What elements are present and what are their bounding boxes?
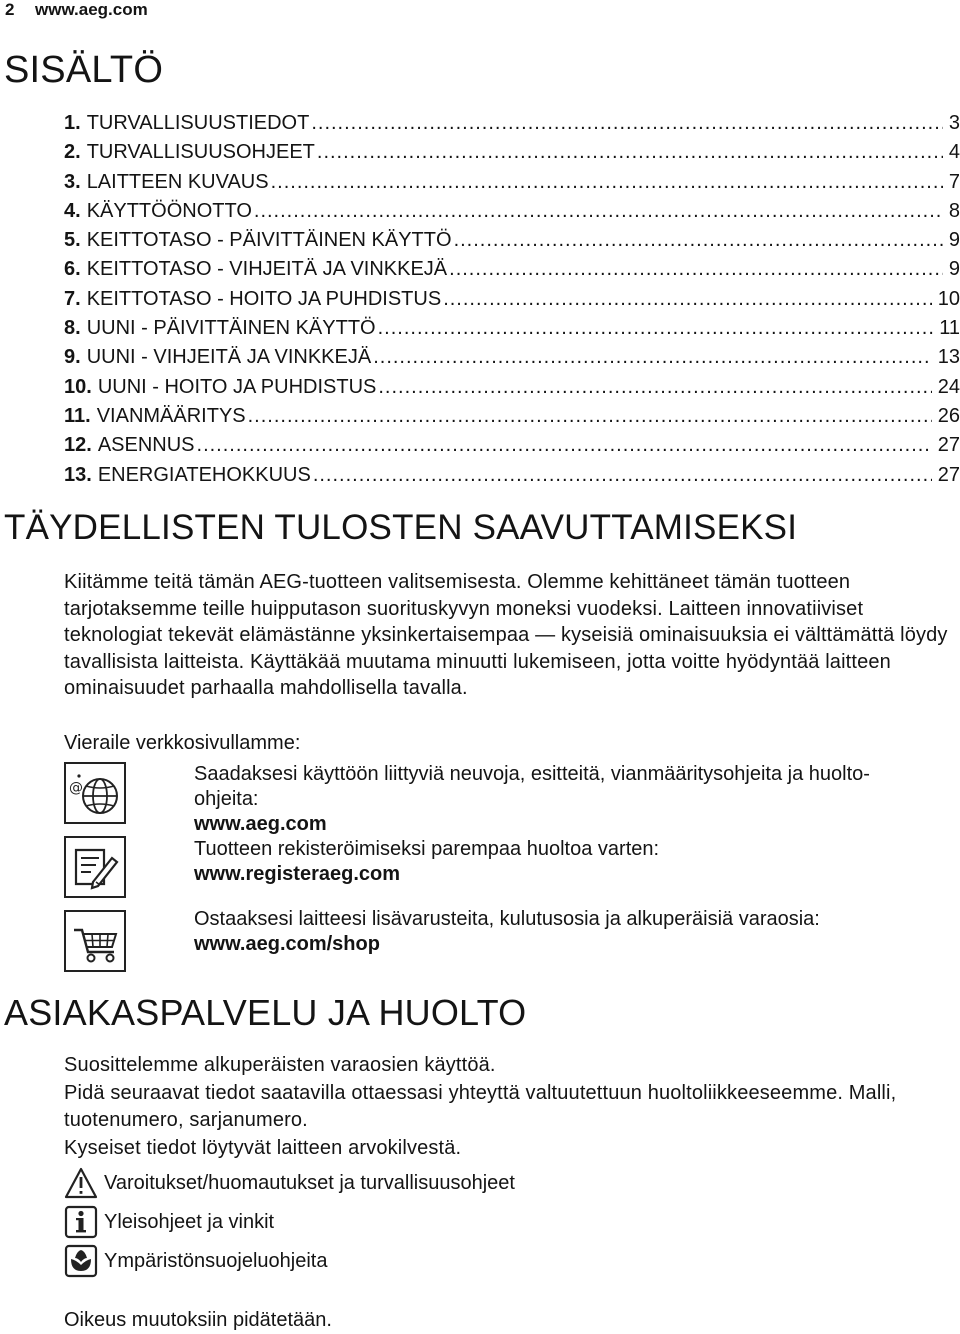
toc-item-page: 13 xyxy=(937,346,960,369)
toc-item-number: 10. xyxy=(64,375,92,398)
page-number: 2 xyxy=(5,0,15,19)
toc-item[interactable] xyxy=(64,285,960,314)
registration-form-icon xyxy=(64,836,126,898)
register-website-link[interactable]: www.registeraeg.com xyxy=(194,863,400,885)
toc-item-title: KÄYTTÖÖNOTTO xyxy=(86,199,252,222)
toc-item-number: 6. xyxy=(64,258,81,281)
info-icon xyxy=(64,1205,98,1239)
toc-item-page: 9 xyxy=(948,229,960,252)
register-info-text: Tuotteen rekisteröimiseksi parempaa huoltoa varten: xyxy=(194,838,660,860)
toc-leader-dots xyxy=(197,431,932,460)
toc-item-page: 10 xyxy=(937,287,960,310)
symbol-row-warning xyxy=(64,1166,515,1200)
toc-item-title: KEITTOTASO - PÄIVITTÄINEN KÄYTTÖ xyxy=(86,229,452,252)
toc-item-title: ENERGIATEHOKKUUS xyxy=(97,463,311,486)
table-of-contents xyxy=(64,109,960,490)
toc-item-number: 3. xyxy=(64,170,81,193)
page-header xyxy=(5,0,148,20)
toc-leader-dots xyxy=(443,285,932,314)
toc-item[interactable] xyxy=(64,255,960,284)
toc-item-number: 1. xyxy=(64,112,81,134)
toc-item[interactable] xyxy=(64,138,960,167)
web-info-text: Saadaksesi käyttöön liittyviä neuvoja, esitteitä, vianmääritysohjeita ja huolto-ohjeita: xyxy=(194,763,870,810)
toc-leader-dots xyxy=(311,109,943,138)
toc-item-page: 26 xyxy=(937,404,960,427)
intro-title: TÄYDELLISTEN TULOSTEN SAAVUTTAMISEKSI xyxy=(4,508,798,547)
toc-item-title: LAITTEEN KUVAUS xyxy=(86,170,269,193)
toc-leader-dots xyxy=(254,197,943,226)
toc-item-number: 8. xyxy=(64,317,81,340)
toc-item-title: ASENNUS xyxy=(97,434,195,457)
toc-item-page: 11 xyxy=(939,317,960,340)
toc-leader-dots xyxy=(378,373,931,402)
toc-leader-dots xyxy=(248,402,932,431)
toc-item-title: UUNI - PÄIVITTÄINEN KÄYTTÖ xyxy=(86,317,376,340)
toc-item[interactable] xyxy=(64,168,960,197)
toc-item-title: UUNI - HOITO JA PUHDISTUS xyxy=(97,375,377,398)
symbol-label-info: Yleisohjeet ja vinkit xyxy=(104,1210,275,1233)
toc-item[interactable] xyxy=(64,431,960,460)
shop-website-link[interactable]: www.aeg.com/shop xyxy=(194,933,380,955)
toc-item-page: 27 xyxy=(937,463,960,486)
toc-item-page: 3 xyxy=(948,112,960,134)
toc-item[interactable] xyxy=(64,402,960,431)
site-url[interactable]: www.aeg.com xyxy=(35,0,148,19)
shop-info-block xyxy=(194,907,934,957)
toc-item[interactable] xyxy=(64,461,960,490)
symbol-label-environment: Ympäristönsuojeluohjeita xyxy=(104,1249,328,1272)
toc-item[interactable] xyxy=(64,226,960,255)
environment-icon xyxy=(64,1244,98,1278)
web-globe-icon xyxy=(64,762,126,824)
toc-item-page: 9 xyxy=(948,258,960,281)
toc-item-page: 24 xyxy=(937,375,960,398)
toc-item-page: 4 xyxy=(948,141,960,164)
toc-leader-dots xyxy=(378,314,934,343)
toc-item-page: 7 xyxy=(948,170,960,193)
toc-item-title: VIANMÄÄRITYS xyxy=(96,404,246,427)
toc-item-title: TURVALLISUUSOHJEET xyxy=(86,141,315,164)
toc-item[interactable] xyxy=(64,109,960,138)
toc-item-page: 8 xyxy=(948,199,960,222)
toc-item-title: UUNI - VIHJEITÄ JA VINKKEJÄ xyxy=(86,346,372,369)
symbol-label-warning: Varoitukset/huomautukset ja turvallisuusohjeet xyxy=(104,1171,515,1194)
toc-item-page: 27 xyxy=(937,434,960,457)
web-info-block xyxy=(194,762,934,887)
toc-item[interactable] xyxy=(64,343,960,372)
toc-item-number: 2. xyxy=(64,141,81,164)
aeg-website-link[interactable]: www.aeg.com xyxy=(194,813,327,835)
toc-item-title: KEITTOTASO - VIHJEITÄ JA VINKKEJÄ xyxy=(86,258,448,281)
toc-item-number: 9. xyxy=(64,346,81,369)
toc-item-number: 7. xyxy=(64,287,81,310)
shop-info-text: Ostaaksesi laitteesi lisävarusteita, kulutusosia ja alkuperäisiä varaosia: xyxy=(194,908,820,930)
toc-leader-dots xyxy=(313,461,932,490)
toc-leader-dots xyxy=(271,168,943,197)
service-paragraph: Suosittelemme alkuperäisten varaosien käyttöä. Pidä seuraavat tiedot saatavilla ottaessasi yhteyttä valtuutettuun huoltoliikkeeseemme. Malli, tuotenumero, sarjanumero. Kyseiset tiedot löytyvät laitteen arvokilvestä. xyxy=(64,1054,897,1159)
toc-item-number: 5. xyxy=(64,229,81,252)
toc-item-title: TURVALLISUUSTIEDOT xyxy=(86,112,310,134)
warning-triangle-icon xyxy=(64,1166,98,1200)
symbol-row-environment xyxy=(64,1244,327,1278)
shopping-cart-icon xyxy=(64,910,126,972)
toc-item-number: 12. xyxy=(64,434,92,457)
contents-title: SISÄLTÖ xyxy=(4,49,164,91)
toc-leader-dots xyxy=(454,226,943,255)
svg-text:@: @ xyxy=(69,780,83,796)
visit-website-label: Vieraile verkkosivullamme: xyxy=(64,732,301,754)
toc-item[interactable] xyxy=(64,197,960,226)
intro-paragraph: Kiitämme teitä tämän AEG-tuotteen valitsemisesta. Olemme kehittäneet tämän tuotteen tarjotaksemme teille huipputason suorituskyvyn moneksi vuodeksi. Laitteen innovatiiviset teknologiat tekevät elämästänne yksinkertaisempaa — kyseisiä ominaisuuksia ei välttämättä löydy tavallisista laitteista. Käyttäkää muutama minuutti lukemiseen, jotta voitte hyödyntää laitteen ominaisuudet parhaalla mahdollisella tavalla. xyxy=(64,571,948,700)
toc-leader-dots xyxy=(373,343,932,372)
toc-item-number: 11. xyxy=(64,404,91,427)
toc-leader-dots xyxy=(449,255,943,284)
service-title: ASIAKASPALVELU JA HUOLTO xyxy=(4,992,527,1033)
symbol-row-info xyxy=(64,1205,274,1239)
toc-item-number: 4. xyxy=(64,199,81,222)
footer-note: Oikeus muutoksiin pidätetään. xyxy=(64,1309,332,1331)
toc-item[interactable] xyxy=(64,373,960,402)
toc-item-number: 13. xyxy=(64,463,92,486)
toc-leader-dots xyxy=(317,138,943,167)
toc-item[interactable] xyxy=(64,314,960,343)
toc-item-title: KEITTOTASO - HOITO JA PUHDISTUS xyxy=(86,287,442,310)
